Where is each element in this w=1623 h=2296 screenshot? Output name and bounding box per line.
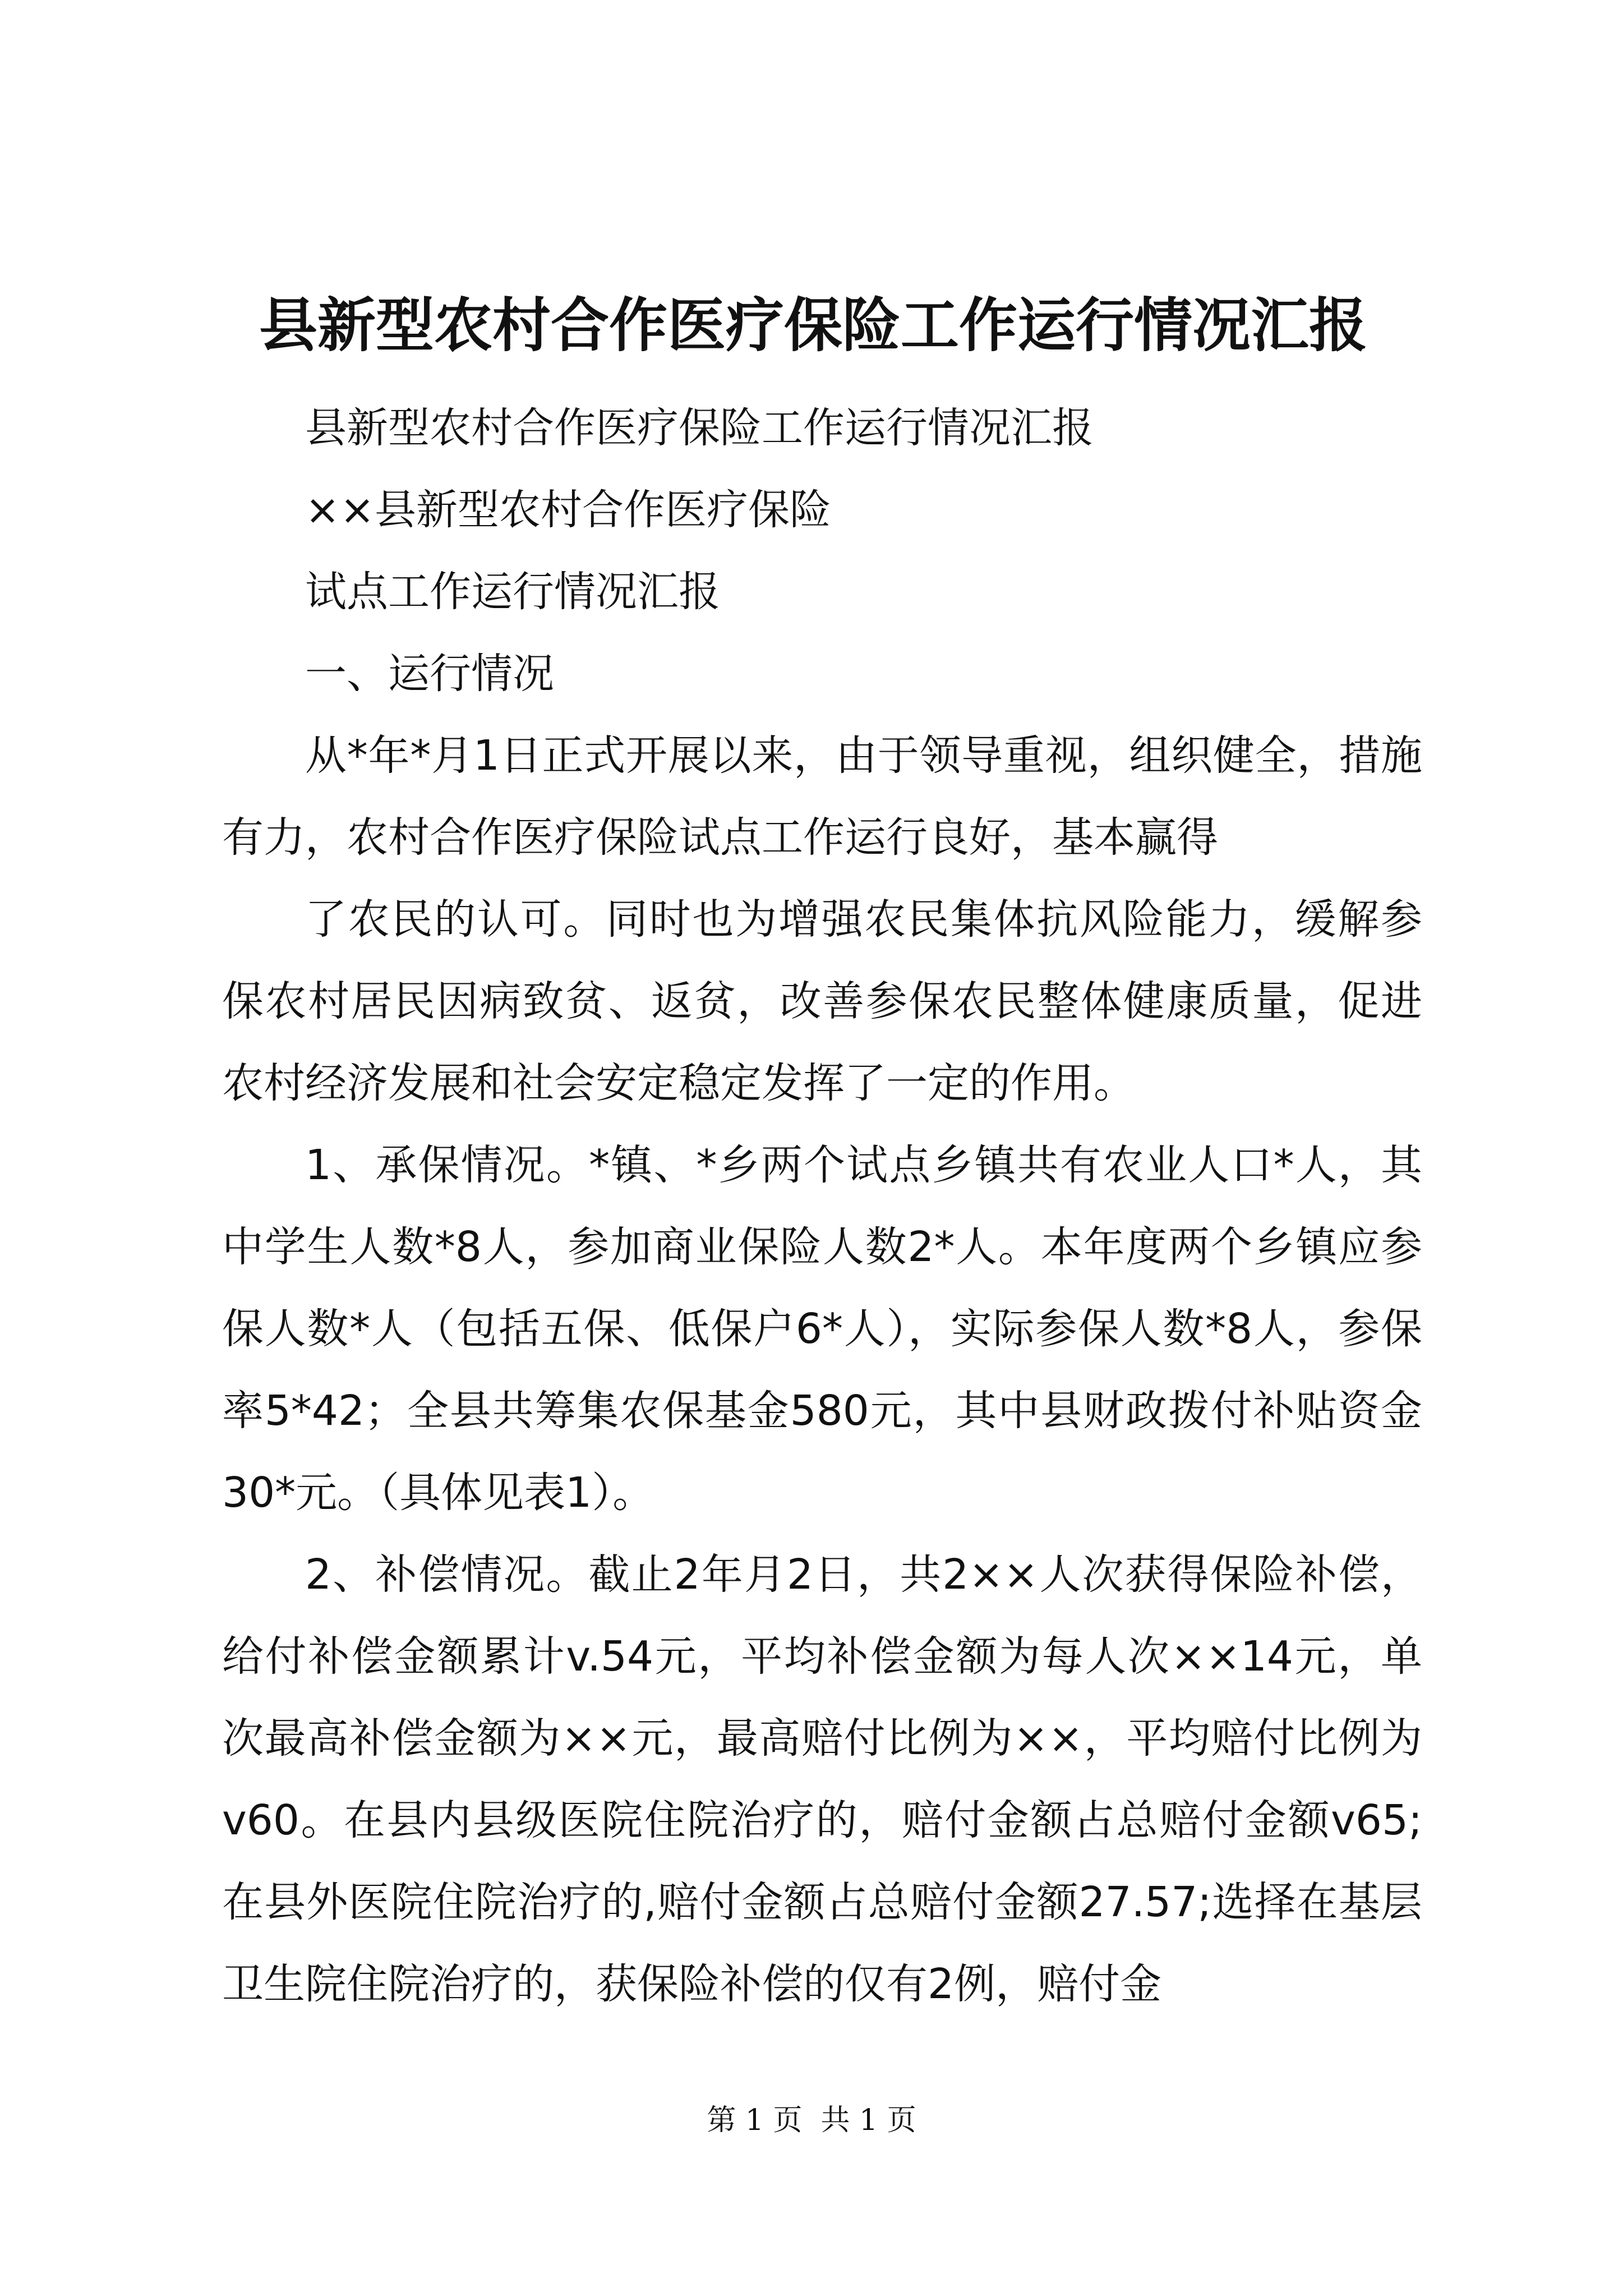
paragraph-recognition: 了农民的认可。同时也为增强农民集体抗风险能力，缓解参保农村居民因病致贫、返贫，改善参保农民整体健康质量，促进农村经济发展和社会安定稳定发挥了一定的作用。 bbox=[222, 895, 1422, 1107]
document-body bbox=[222, 387, 1422, 2025]
paragraph-compensation: 2、补偿情况。截止2年月2日，共2××人次获得保险补偿，给付补偿金额累计v.54元，平均补偿金额为每人次××14元，单次最高补偿金额为××元，最高赔付比例为××，平均赔付比例为v60。在县内县级医院住院治疗的，赔付金额占总赔付金额v65;在县外医院住院治疗的,赔付金额占总赔付金额27.57;选择在基层卫生院住院治疗的，获保险补偿的仅有2例，赔付金 bbox=[222, 1550, 1422, 2008]
page-footer: 第 1 页 共 1 页 bbox=[707, 2104, 916, 2137]
paragraph-county-heading: ××县新型农村合作医疗保险 bbox=[305, 486, 832, 534]
paragraph-report-heading: 试点工作运行情况汇报 bbox=[305, 568, 720, 616]
section-heading-operation: 一、运行情况 bbox=[305, 650, 554, 698]
paragraph-underwriting: 1、承保情况。*镇、*乡两个试点乡镇共有农业人口*人，其中学生人数*8人，参加商业保险人数2*人。本年度两个乡镇应参保人数*人（包括五保、低保户6*人），实际参保人数*8人，参保率5*42；全县共筹集农保基金580元，其中县财政拨付补贴资金30*元。（具体见表1）。 bbox=[222, 1141, 1422, 1517]
paragraph-subtitle: 县新型农村合作医疗保险工作运行情况汇报 bbox=[305, 404, 1094, 452]
document-title: 县新型农村合作医疗保险工作运行情况汇报 bbox=[259, 291, 1367, 360]
paragraph-intro: 从*年*月1日正式开展以来，由于领导重视，组织健全，措施有力，农村合作医疗保险试点工作运行良好，基本赢得 bbox=[222, 731, 1422, 862]
